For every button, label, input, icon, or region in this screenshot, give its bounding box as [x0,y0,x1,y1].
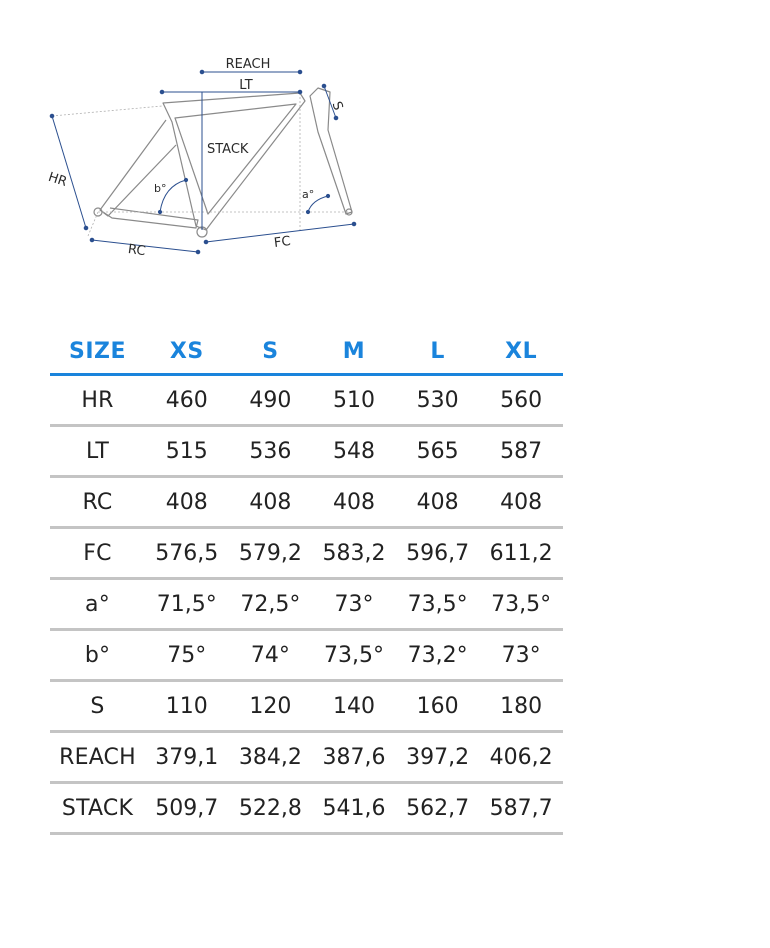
table-cell: 587 [500,438,543,464]
table-cell: 160 [416,693,459,719]
table-cell: 509,7 [155,795,219,821]
table-cell: 72,5° [240,591,301,617]
table-cell: 522,8 [238,795,302,821]
table-row-a-angle [50,580,563,631]
s-label: S [328,99,346,113]
table-cell: 408 [249,489,292,515]
table-cell: 180 [500,693,543,719]
table-cell: 562,7 [406,795,470,821]
table-cell: 583,2 [322,540,386,566]
table-cell: 536 [249,438,292,464]
table-cell: 408 [500,489,543,515]
hr-reference-top [52,106,162,116]
row-label: FC [83,540,112,566]
table-row-fc [50,529,563,580]
table-row-s [50,682,563,733]
row-label: RC [82,489,113,515]
header-xl: XL [505,339,538,364]
row-label: b° [84,642,111,668]
table-cell: 71,5° [156,591,217,617]
table-cell: 384,2 [238,744,302,770]
table-cell: 565 [416,438,459,464]
table-cell: 530 [416,387,459,413]
table-cell: 515 [165,438,208,464]
table-cell: 120 [249,693,292,719]
table-cell: 73,5° [323,642,384,668]
row-label: LT [85,438,110,464]
table-cell: 73,5° [491,591,552,617]
a-angle-label: a° [302,188,315,201]
stack-label: STACK [207,142,249,157]
table-cell: 579,2 [238,540,302,566]
table-cell: 490 [249,387,292,413]
table-cell: 560 [500,387,543,413]
table-row-rc [50,478,563,529]
table-cell: 387,6 [322,744,386,770]
table-cell: 110 [165,693,208,719]
table-cell: 408 [332,489,375,515]
table-cell: 397,2 [406,744,470,770]
table-row-stack [50,784,563,835]
table-row-lt [50,427,563,478]
table-cell: 460 [165,387,208,413]
table-cell: 75° [167,642,207,668]
table-row-reach [50,733,563,784]
table-cell: 140 [332,693,375,719]
hr-label: HR [46,169,69,190]
row-label: STACK [61,795,134,821]
reach-label: REACH [225,57,271,72]
fc-label: FC [273,234,292,251]
lt-label: LT [239,78,253,93]
row-label: REACH [59,744,136,770]
table-cell: 73° [334,591,374,617]
table-cell: 596,7 [406,540,470,566]
table-cell: 541,6 [322,795,386,821]
table-cell: 73,5° [407,591,468,617]
bike-frame-geometry-diagram [0,0,380,270]
table-cell: 73,2° [407,642,468,668]
table-row-hr [50,376,563,427]
table-cell: 408 [416,489,459,515]
bike-frame-outline [94,88,352,237]
table-cell: 74° [250,642,290,668]
seat-stay [100,120,176,216]
table-header-row [50,330,563,376]
frame-inner-triangle [175,104,296,214]
table-cell: 510 [332,387,375,413]
header-xs: XS [169,339,204,364]
table-cell: 587,7 [489,795,553,821]
table-cell: 406,2 [489,744,553,770]
header-s: S [262,339,279,364]
table-cell: 379,1 [155,744,219,770]
geometry-table [50,330,563,835]
table-cell: 576,5 [155,540,219,566]
row-label: a° [85,591,110,617]
frame-main-triangle [163,93,305,230]
table-cell: 73° [501,642,541,668]
row-label: HR [81,387,114,413]
rc-label: RC [126,241,147,260]
header-m: M [342,339,366,364]
table-row-b-angle [50,631,563,682]
table-cell: 408 [165,489,208,515]
table-cell: 548 [332,438,375,464]
table-cell: 611,2 [489,540,553,566]
header-l: L [430,339,445,364]
header-size: SIZE [68,339,126,364]
chain-stay [100,208,198,228]
row-label: S [90,693,105,719]
b-angle-label: b° [154,182,167,195]
